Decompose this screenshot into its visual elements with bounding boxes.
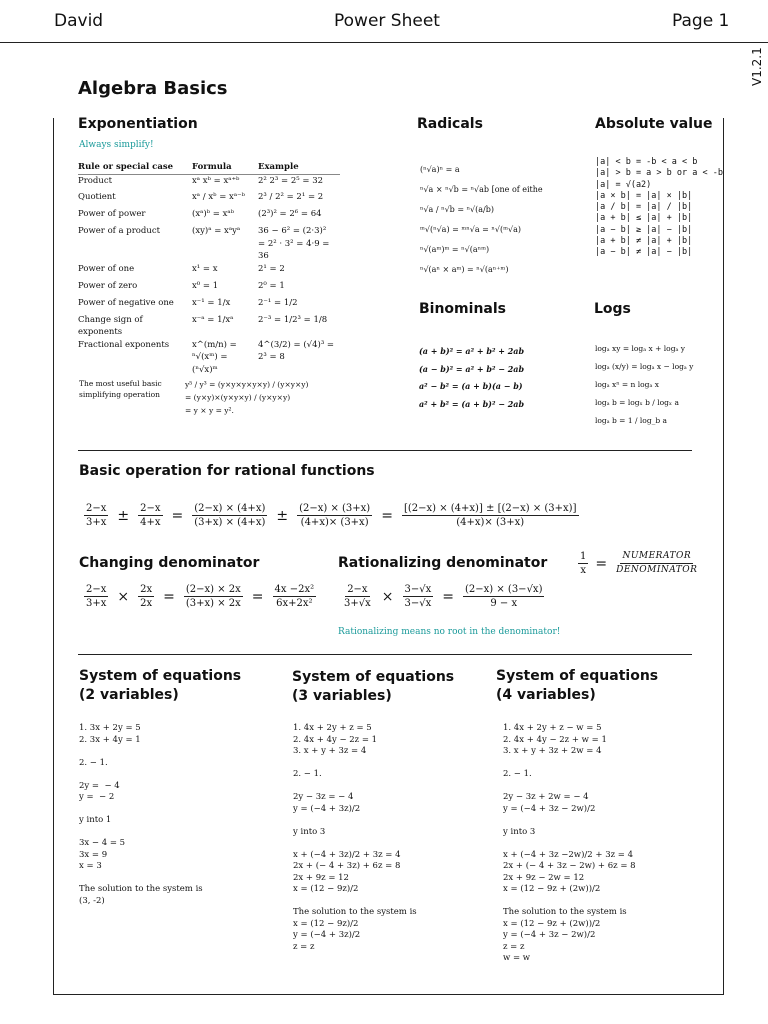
frac-den: (3+x) × 2x [185,598,241,609]
rule-formula: (xᵃ)ᵇ = xᵃᵇ [192,209,235,219]
rule-name: Fractional exponents [78,339,170,350]
frac-den: 3−√x [404,598,432,609]
rational-f4 [297,502,372,529]
useful-formula-line: = (y×y)×(y×y×y) / (y×y×y) [185,393,291,402]
rationalizing-note: Rationalizing means no root in the denominator! [338,627,561,637]
side-frac [578,550,588,577]
rule-name: Power of a product [78,226,161,236]
useful-formula [185,378,308,417]
system-2-steps: 1. 3x + 2y = 5 2. 3x + 4y = 1 2. − 1. 2y = − 4 y = − 2 y into 1 3x − 4 = 5 3x = 9 x = 3 The solution to the system is (3, -2) [79,723,203,906]
section-divider [78,654,692,655]
system-title-line: (4 variables) [496,687,596,703]
frac-den: (4+x)× (3+x) [300,517,369,528]
equals-op: = [163,588,175,605]
frame-right [723,118,724,994]
cd-f1 [84,583,108,610]
absolute-value-list [595,157,723,259]
rational-f5 [402,502,579,529]
radical-rule: ᵐ√(ⁿ√a) = ᵐⁿ√a = ⁿ√(ᵐ√a) [420,225,521,234]
exponent-rules-table [78,161,340,376]
frac-num: (2−x) × 2x [185,584,241,595]
binomial-rule: (a − b)² = a² + b² − 2ab [419,363,525,374]
rule-name: Power of power [78,209,146,219]
abs-rule: |a − b| ≠ |a| − |b| [595,247,693,258]
rule-formula: x¹ = x [192,263,218,274]
rule-formula: xᵃ xᵇ = xᵃ⁺ᵇ [192,175,240,186]
frac-num: 2−x [86,584,107,595]
rule-example: 2¹ = 2 [258,263,285,274]
rule-name: Change sign of exponents [78,314,143,337]
rule-formula: xᵃ / xᵇ = xᵃ⁻ᵇ [192,192,246,202]
system-4-title [496,667,658,705]
frac-num: 2−x [140,503,161,514]
abs-rule: |a × b| = |a| × |b| [595,190,693,201]
numerator-denominator-note [576,550,701,577]
frac-num: 4x −2x² [274,584,315,595]
rule-example: 4^(3/2) = (√4)³ = 2³ = 8 [258,339,335,362]
rule-row [78,314,340,339]
log-rule: logₐ xy = logₐ x + logₐ y [595,344,686,353]
rd-f1 [342,583,373,610]
frac-den: 3+x [86,517,107,528]
rule-formula: x⁰ = 1 [192,280,219,291]
rule-example: 2⁻³ = 1/2³ = 1/8 [258,314,328,325]
rule-row [78,191,340,208]
rule-row [78,208,340,225]
col-rule: Rule or special case [78,162,174,172]
useful-formula-line: = y × y = y². [185,406,234,415]
rule-row [78,174,340,191]
times-op: × [117,588,130,605]
exponentiation-note: Always simplify! [79,140,154,150]
frac-den: DENOMINATOR [616,565,698,575]
frac-num: 2−x [86,503,107,514]
abs-rule: |a| < b = -b < a < b [595,157,698,167]
frac-num: (2−x) × (3−√x) [465,584,543,595]
binomials-list [419,343,524,413]
frac-den: x [580,565,586,576]
log-rule: logₐ b = logₓ b / logₓ a [595,398,679,407]
log-rule: logₐ xⁿ = n logₐ x [595,380,659,389]
rule-example: 36 − 6² = (2·3)² = 2² · 3² = 4·9 = 36 [258,226,330,261]
frac-num: 3−√x [404,584,432,595]
rational-f3 [192,502,267,529]
rule-row [78,225,340,263]
frac-den: (3+x) × (4+x) [194,517,266,528]
radical-rule: (ⁿ√a)ⁿ = a [420,165,460,174]
useful-label-line2: simplifying operation [79,390,160,399]
rule-example: 2² 2³ = 2⁵ = 32 [258,175,324,186]
radicals-list [420,160,590,280]
cd-f2 [138,583,154,610]
rule-name: Power of zero [78,280,138,291]
rule-row [78,297,340,314]
rule-formula: x^(m/n) = ⁿ√(xᵐ) = (ⁿ√x)ᵐ [192,339,237,375]
rule-example: (2³)² = 2⁶ = 64 [258,209,322,219]
frac-den: 3+√x [344,598,371,609]
section-divider [78,450,692,451]
rule-row [78,280,340,297]
frac-den: 6x+2x² [276,598,313,609]
system-title-line: (3 variables) [292,688,392,704]
page-title: Algebra Basics [78,78,228,99]
rule-example: 2⁻¹ = 1/2 [258,297,298,308]
rational-f2 [138,502,162,529]
equals-op: = [381,507,393,524]
col-formula: Formula [192,162,232,172]
frac-den: 3+x [86,598,107,609]
binomials-title: Binominals [419,301,506,317]
plus-minus-op: ± [276,507,289,524]
system-2-title [79,667,241,705]
cd-f4 [273,583,317,610]
equals-op: = [251,588,264,605]
times-op: × [381,588,394,605]
header-title: Power Sheet [334,11,440,31]
useful-label [79,378,162,400]
radical-rule: ⁿ√a / ⁿ√b = ⁿ√(a/b) [420,205,494,214]
rationalizing-equation [340,583,546,610]
changing-denominator-title: Changing denominator [79,555,260,571]
binomial-rule: a² − b² = (a + b)(a − b) [419,381,523,391]
rule-name: Power of negative one [78,297,174,308]
logs-title: Logs [594,301,631,317]
rational-title: Basic operation for rational functions [79,463,375,479]
col-example: Example [258,162,299,172]
log-rule: logₐ (x/y) = logₐ x − logₐ y [595,362,694,371]
frac-den: 9 − x [490,598,518,609]
frac-num: (2−x) × (3+x) [299,503,371,514]
rule-example: 2⁰ = 1 [258,280,285,291]
equals-op: = [595,555,608,572]
frac-num: 1 [580,551,587,562]
version-wrapper [736,48,766,88]
rule-row [78,263,340,280]
rd-f3 [463,583,544,610]
rule-formula: x⁻ᵃ = 1/xᵃ [192,314,234,325]
system-4-steps: 1. 4x + 2y + z − w = 5 2. 4x + 4y − 2z + w = 1 3. x + y + 3z + 2w = 4 2. − 1. 2y − 3z + 2w = − 4 y = (−4 + 3z − 2w)/2 y into 3 x + (−4 + 3z −2w)/2 + 3z = 4 2x + (− 4 + 3z − 2w) + 6z = 8 2x + 9z − 2w = 12 x = (12 − 9z + (2w))/2 The solution to the system is x = (12 − 9z + (2w))/2 y = (−4 + 3z − 2w)/2 z = z w = w [503,723,636,963]
frame-bottom [53,994,724,995]
frac-den: (4+x)× (3+x) [456,517,525,528]
exponentiation-title: Exponentiation [78,116,198,132]
equals-op: = [171,507,184,524]
frac-num: (2−x) × (4+x) [194,503,266,514]
rule-formula: (xy)ᵃ = xᵃyᵃ [192,226,241,236]
header-divider [0,42,768,43]
abs-rule: |a| = √(a2) [595,179,652,190]
frac-num: [(2−x) × (4+x)] ± [(2−x) × (3+x)] [403,503,577,514]
frame-left [53,118,54,994]
system-3-steps: 1. 4x + 2y + z = 5 2. 4x + 4y − 2z = 1 3. x + y + 3z = 4 2. − 1. 2y − 3z = − 4 y = (−4 + 3z)/2 y into 3 x + (−4 + 3z)/2 + 3z = 4 2x + (− 4 + 3z) + 6z = 8 2x + 9z = 12 x = (12 − 9z)/2 The solution to the system is x = (12 − 9z)/2 y = (−4 + 3z)/2 z = z [293,723,417,952]
system-3-title [292,668,454,706]
rule-name: Quotient [78,192,116,202]
frac-num: 2−x [347,584,368,595]
logs-list [595,340,693,430]
abs-rule: |a| > b = a > b or a < -b [595,168,723,179]
changing-denominator-equation [82,583,318,610]
useful-formula-line: y⁵ / y³ = (y×y×y×y×y) / (y×y×y) [185,380,309,389]
radicals-title: Radicals [417,116,483,132]
rd-f2 [403,583,434,610]
system-title-line: (2 variables) [79,687,179,703]
radical-rule: ⁿ√(aᵐ)ᵐ = ⁿ√(aⁿᵐ) [420,245,490,254]
rational-equation [82,502,581,529]
frac-num: NUMERATOR [620,550,693,564]
equals-op: = [442,588,454,605]
header-page: Page 1 [672,11,730,31]
radical-rule: ⁿ√(aⁿ × aᵐ) = ⁿ√(aⁿ⁺ᵐ) [420,265,509,274]
frac-den: 2x [140,598,153,609]
frac-den: 4+x [140,517,161,528]
abs-rule: |a + b| ≠ |a| + |b| [595,236,693,247]
system-title-line: System of equations [79,668,242,684]
rule-row [78,339,340,377]
log-rule: logₐ b = 1 / log_b a [595,416,668,425]
abs-rule: |a − b| ≥ |a| − |b| [595,224,693,235]
rationalizing-title: Rationalizing denominator [338,555,548,571]
binomial-rule: a² + b² = (a + b)² − 2ab [419,398,525,409]
frac-num: 2x [140,584,153,595]
abs-rule: |a + b| ≤ |a| + |b| [595,213,693,224]
abs-rule: |a / b| = |a| / |b| [595,202,693,213]
absolute-value-title: Absolute value [595,116,713,132]
system-title-line: System of equations [292,669,455,685]
plus-minus-op: ± [117,507,130,524]
rule-name: Power of one [78,263,135,274]
cd-f3 [184,583,243,610]
header-name: David [54,11,104,31]
rule-formula: x⁻¹ = 1/x [192,297,231,308]
system-title-line: System of equations [496,668,659,684]
numerator-denominator-frac [614,550,699,577]
rule-example: 2³ / 2² = 2¹ = 2 [258,192,324,202]
rational-f1 [84,502,108,529]
radical-rule: ⁿ√a × ⁿ√b = ⁿ√ab [one of eithe [420,185,543,194]
rule-name: Product [78,175,112,186]
useful-label-line1: The most useful basic [79,379,162,388]
version-label: V1.2.1 [750,47,764,86]
binomial-rule: (a + b)² = a² + b² + 2ab [419,346,525,356]
